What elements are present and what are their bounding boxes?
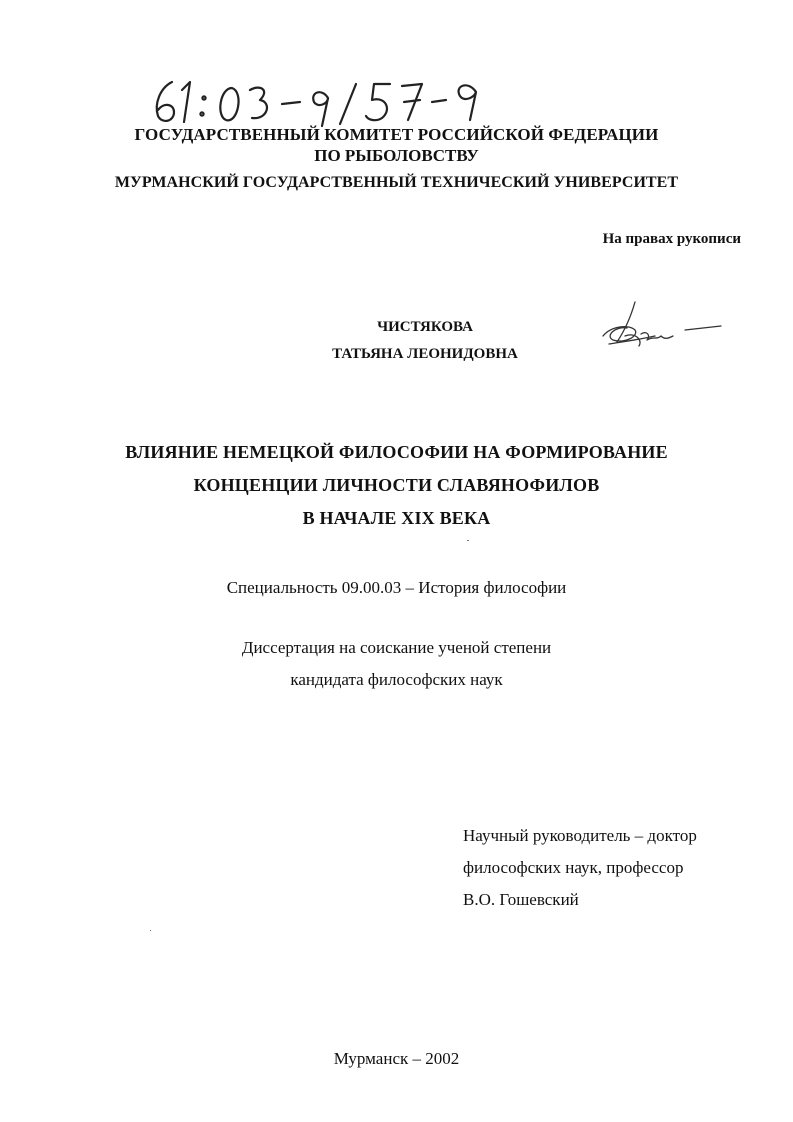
organization-line-1: ГОСУДАРСТВЕННЫЙ КОМИТЕТ РОССИЙСКОЙ ФЕДЕРАЦИИ xyxy=(134,125,659,144)
rights-note: На правах рукописи xyxy=(602,231,741,247)
degree-line-1: Диссертация на соискание ученой степени xyxy=(241,638,552,657)
degree-line-2: кандидата философских наук xyxy=(290,670,503,689)
organization-line-2: ПО РЫБОЛОВСТВУ xyxy=(314,146,479,165)
dissertation-title-line-3: В НАЧАЛЕ XIX ВЕКА xyxy=(302,508,491,528)
specialty-line: Специальность 09.00.03 – История философии xyxy=(226,578,567,597)
author-surname: ЧИСТЯКОВА xyxy=(377,319,473,335)
handwritten-archive-code xyxy=(150,70,510,130)
city-year: Мурманск – 2002 xyxy=(333,1049,460,1068)
dissertation-title-line-1: ВЛИЯНИЕ НЕМЕЦКОЙ ФИЛОСОФИИ НА ФОРМИРОВАНИЕ xyxy=(125,442,668,462)
author-given-names: ТАТЬЯНА ЛЕОНИДОВНА xyxy=(332,346,518,362)
scan-speck xyxy=(150,930,151,931)
advisor-line-1: Научный руководитель – доктор xyxy=(463,826,697,845)
advisor-name: В.О. Гошевский xyxy=(463,890,579,909)
university-name: МУРМАНСКИЙ ГОСУДАРСТВЕННЫЙ ТЕХНИЧЕСКИЙ УНИВЕРСИТЕТ xyxy=(114,174,679,191)
dissertation-title-line-2: КОНЦЕНЦИИ ЛИЧНОСТИ СЛАВЯНОФИЛОВ xyxy=(193,475,600,495)
advisor-line-2: философских наук, профессор xyxy=(463,858,684,877)
author-signature xyxy=(595,296,725,356)
scan-speck xyxy=(467,540,469,541)
